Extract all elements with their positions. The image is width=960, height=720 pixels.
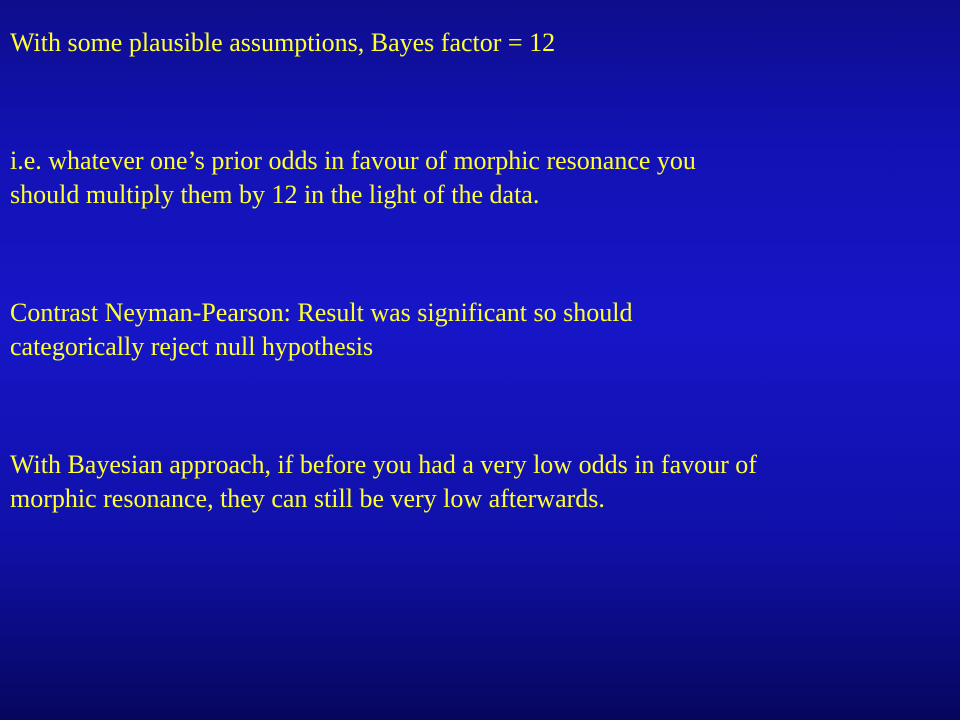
text-line: should multiply them by 12 in the light of the data. [10, 180, 540, 209]
prior-odds-explanation [10, 144, 950, 212]
bayesian-approach-note [10, 448, 950, 516]
text-line: With Bayesian approach, if before you had a very low odds in favour of [10, 450, 757, 479]
text-line: i.e. whatever one’s prior odds in favour of morphic resonance you [10, 146, 696, 175]
text-line: Contrast Neyman-Pearson: Result was significant so should [10, 298, 633, 327]
text-line: morphic resonance, they can still be very low afterwards. [10, 484, 605, 513]
text-line: With some plausible assumptions, Bayes factor = 12 [10, 28, 556, 57]
neyman-pearson-contrast [10, 296, 950, 364]
bayes-factor-statement [10, 26, 950, 60]
text-line: categorically reject null hypothesis [10, 332, 374, 361]
